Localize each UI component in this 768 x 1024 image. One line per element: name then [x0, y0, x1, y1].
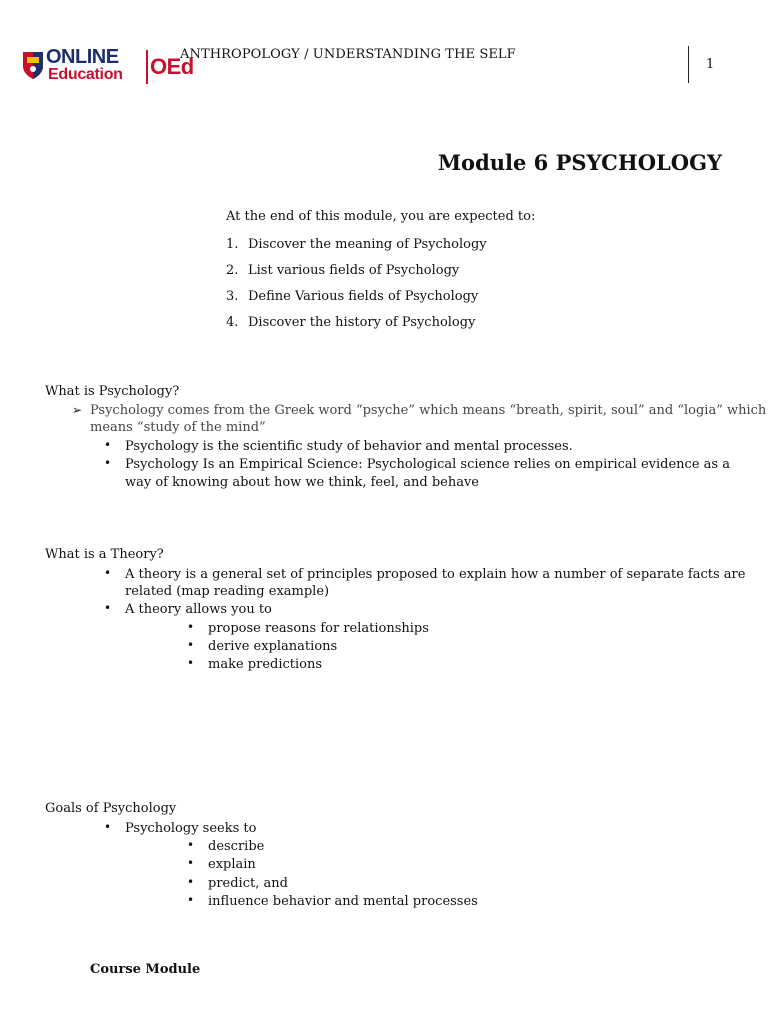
- list-item-text: Define Various fields of Psychology: [248, 289, 479, 304]
- bullet-icon: •: [187, 620, 195, 634]
- online-education-logo: [22, 46, 194, 88]
- list-item: predict, and: [208, 876, 288, 891]
- list-number: 1.: [226, 237, 239, 252]
- list-item: [226, 314, 487, 340]
- empirical-science-line: way of knowing about how we think, feel, and behave: [125, 475, 479, 490]
- module-title: Module 6 PSYCHOLOGY: [437, 150, 722, 175]
- list-number: 4.: [226, 315, 239, 330]
- goals-intro: Psychology seeks to: [125, 821, 257, 836]
- bullet-icon: •: [187, 875, 195, 889]
- list-item: explain: [208, 857, 256, 872]
- psychology-definition: Psychology is the scientific study of behavior and mental processes.: [125, 439, 573, 454]
- theory-allows-line: A theory allows you to: [125, 602, 272, 617]
- list-number: 3.: [226, 289, 239, 304]
- section-heading-theory: What is a Theory?: [45, 547, 164, 562]
- bullet-icon: •: [187, 656, 195, 670]
- empirical-science-line: Psychology Is an Empirical Science: Psychological science relies on empirical evidence as a: [125, 457, 730, 472]
- theory-definition-line: A theory is a general set of principles proposed to explain how a number of separate facts are: [125, 567, 746, 582]
- logo-separator: [146, 50, 148, 84]
- logo-oed-text: OEd: [150, 54, 194, 79]
- list-number: 2.: [226, 263, 239, 278]
- bullet-icon: •: [187, 638, 195, 652]
- list-item: [226, 288, 487, 314]
- bullet-icon: •: [104, 820, 112, 834]
- arrow-bullet-icon: ➢: [72, 403, 83, 417]
- section-heading-psychology: What is Psychology?: [45, 384, 180, 399]
- list-item-text: Discover the meaning of Psychology: [248, 237, 487, 252]
- section-heading-goals: Goals of Psychology: [45, 801, 177, 816]
- list-item: [226, 262, 487, 288]
- psychology-origin-line: Psychology comes from the Greek word “psyche” which means “breath, spirit, soul” and “logia” which: [90, 403, 767, 418]
- list-item-text: List various fields of Psychology: [248, 263, 460, 278]
- bullet-icon: •: [104, 566, 112, 580]
- shield-icon: [22, 50, 44, 80]
- logo-online-text: ONLINE: [46, 46, 119, 68]
- bullet-icon: •: [187, 838, 195, 852]
- logo-education-text: Education: [48, 66, 123, 83]
- list-item: influence behavior and mental processes: [208, 894, 478, 909]
- list-item: [226, 236, 487, 262]
- list-item: derive explanations: [208, 639, 338, 654]
- bullet-icon: •: [104, 438, 112, 452]
- footer-course-module: Course Module: [90, 962, 201, 977]
- list-item: describe: [208, 839, 265, 854]
- page-number: 1: [706, 57, 715, 72]
- header-title: ANTHROPOLOGY / UNDERSTANDING THE SELF: [180, 47, 516, 62]
- objectives-intro: At the end of this module, you are expected to:: [226, 209, 536, 224]
- list-item: propose reasons for relationships: [208, 621, 429, 636]
- header-divider: [688, 46, 689, 83]
- objectives-list: [226, 236, 487, 340]
- psychology-origin-line: means “study of the mind”: [90, 420, 266, 435]
- bullet-icon: •: [104, 601, 112, 615]
- bullet-icon: •: [187, 856, 195, 870]
- bullet-icon: •: [187, 893, 195, 907]
- bullet-icon: •: [104, 456, 112, 470]
- list-item-text: Discover the history of Psychology: [248, 315, 476, 330]
- theory-definition-line: related (map reading example): [125, 584, 330, 599]
- list-item: make predictions: [208, 657, 323, 672]
